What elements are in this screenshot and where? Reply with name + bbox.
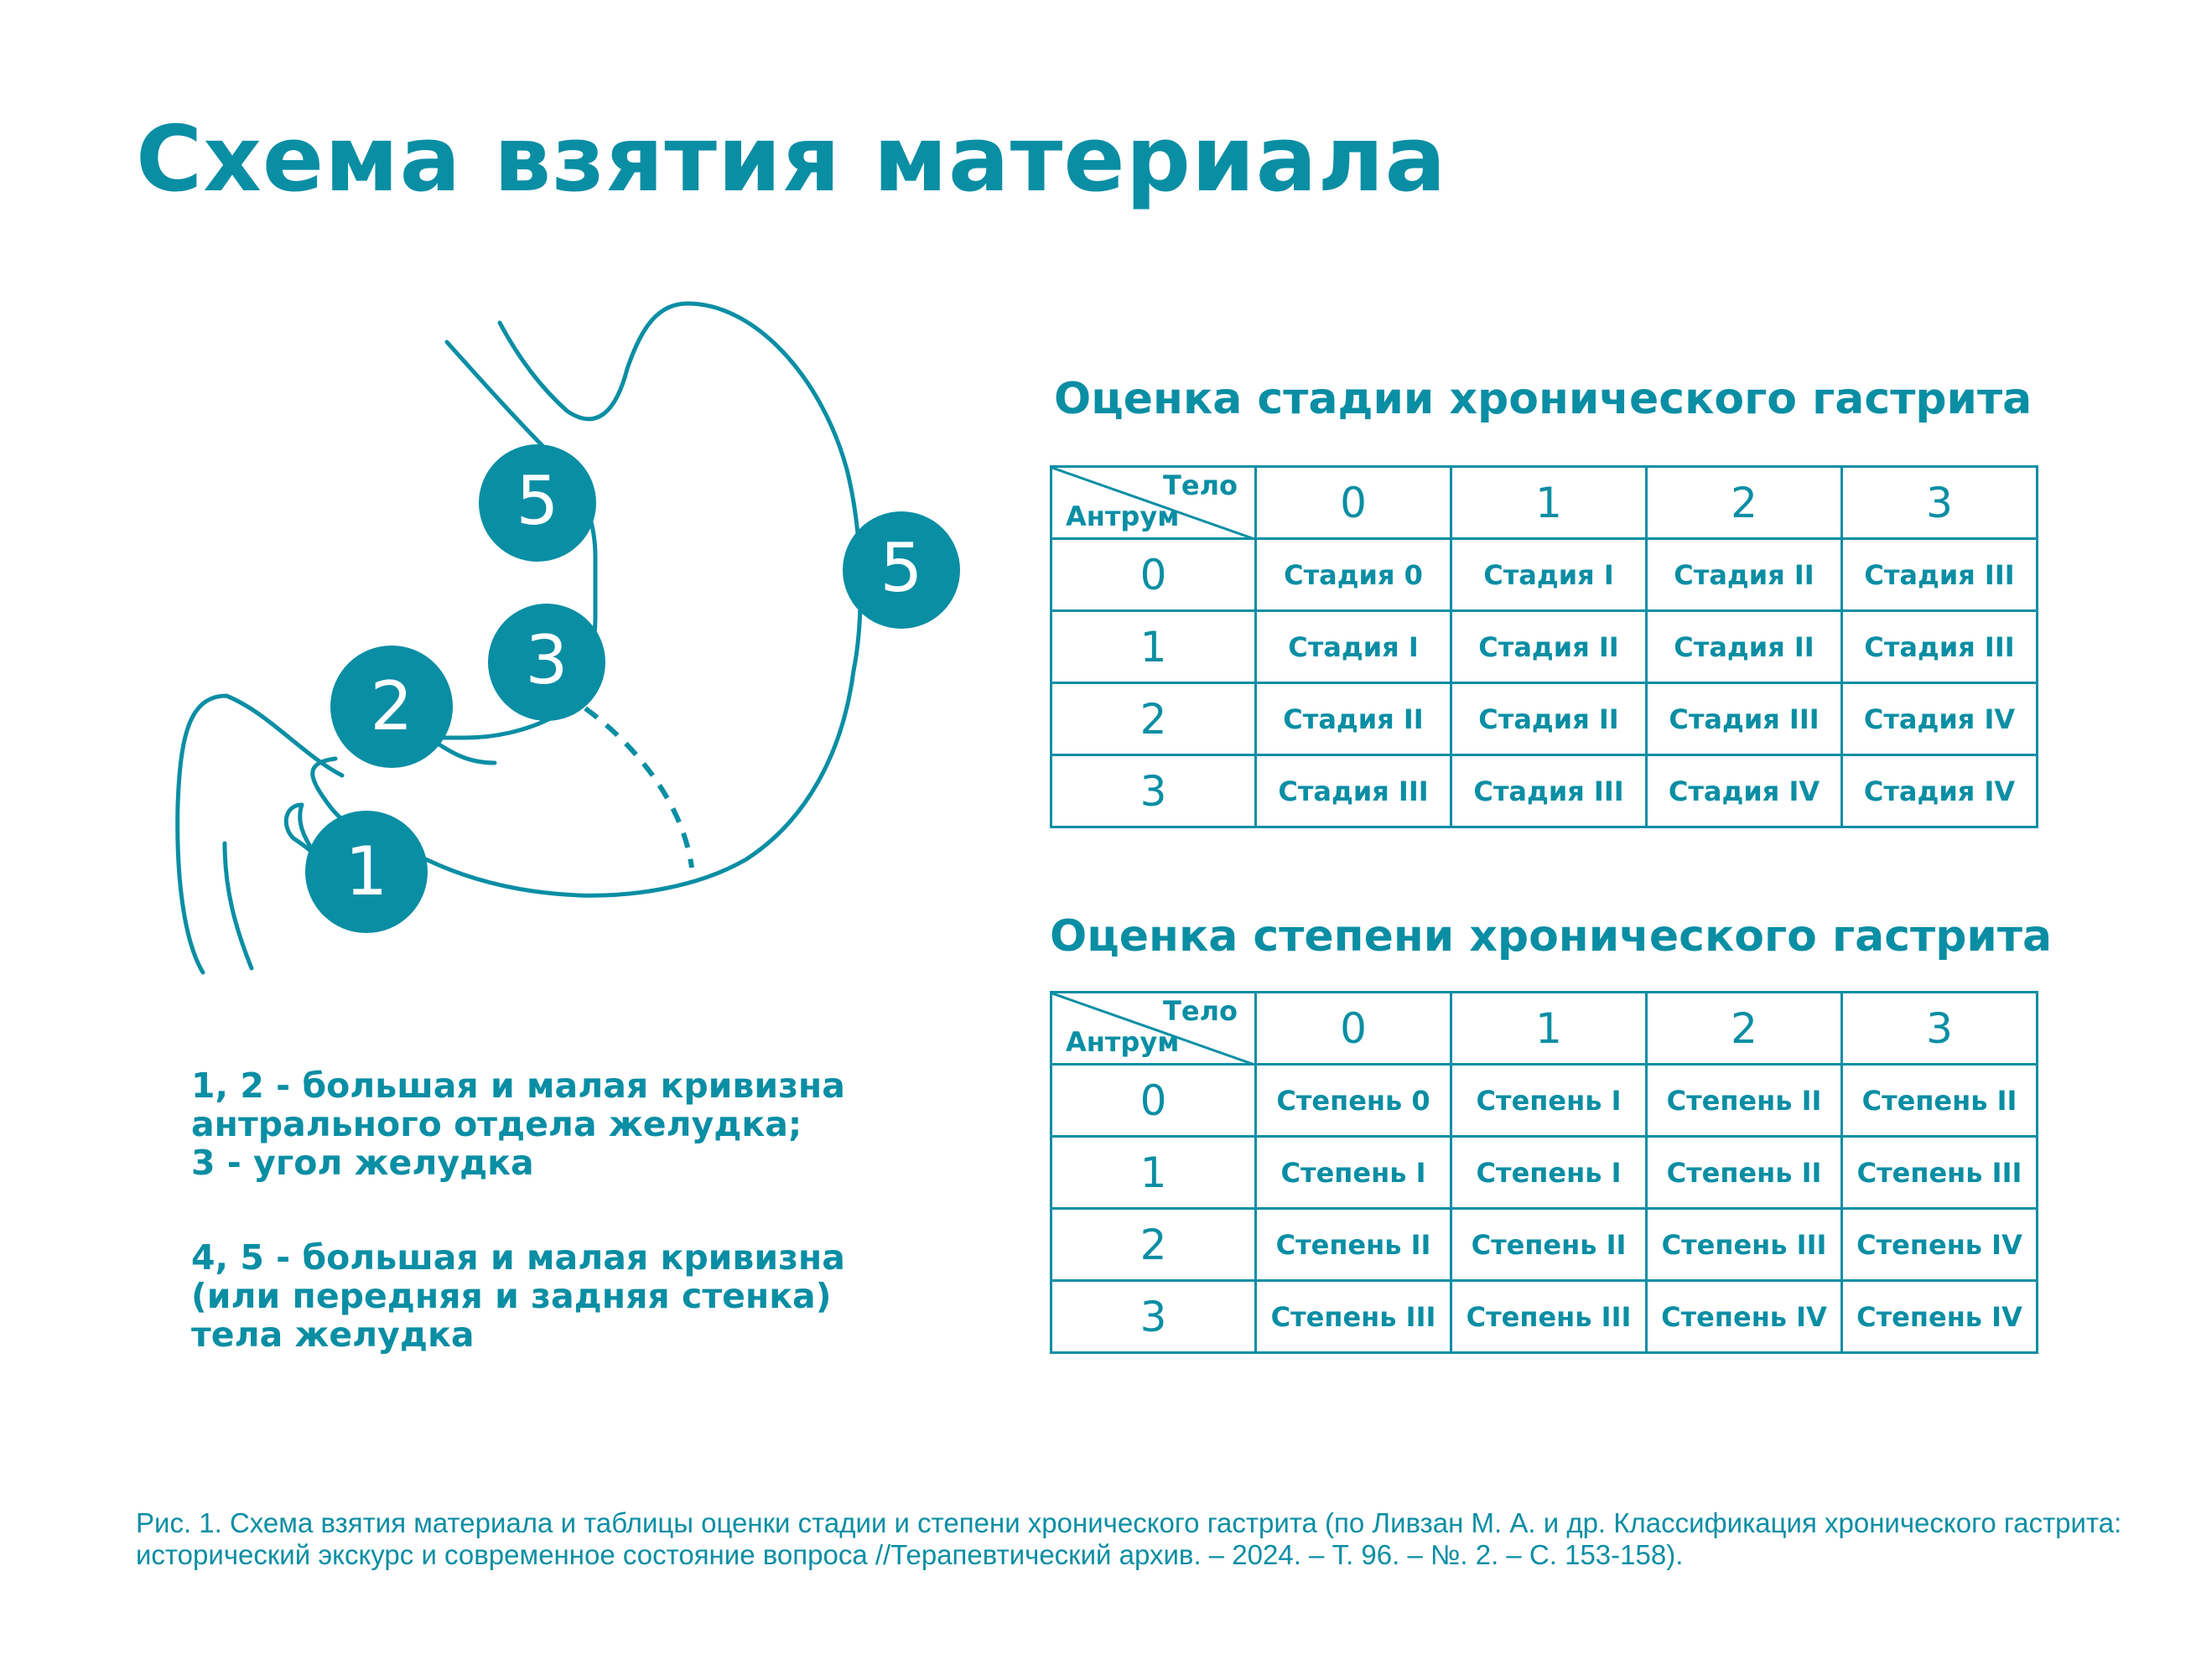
- table-cell: Стадия IV: [1842, 683, 2038, 755]
- legend-group-2: [191, 1238, 845, 1354]
- table-cell: Степень IV: [1842, 1281, 2038, 1353]
- duodenum-bulb: [178, 696, 342, 972]
- table-cell: Степень 0: [1256, 1065, 1451, 1137]
- column-header: 2: [1647, 993, 1842, 1065]
- table-cell: Стадия III: [1647, 683, 1842, 755]
- row-header: 1: [1051, 1137, 1256, 1209]
- column-header: 3: [1842, 467, 2038, 539]
- table-cell: Степень III: [1451, 1281, 1647, 1353]
- table-cell: Стадия II: [1451, 683, 1647, 755]
- corner-bottom-label: Антрум: [1066, 1026, 1180, 1058]
- table-cell: Стадия III: [1842, 611, 2038, 683]
- grade-table-title: Оценка степени хронического гастрита: [1050, 911, 2053, 962]
- column-header: 2: [1647, 467, 1842, 539]
- stage-table-corner: [1051, 467, 1256, 539]
- table-cell: Стадия I: [1256, 611, 1451, 683]
- table-cell: Стадия IV: [1842, 755, 2038, 827]
- marker-4-label: 5: [516, 462, 559, 540]
- row-header: 1: [1051, 611, 1256, 683]
- table-cell: Стадия I: [1451, 539, 1647, 611]
- stage-table-title: Оценка стадии хронического гастрита: [1054, 374, 2032, 424]
- table-cell: Степень I: [1451, 1065, 1647, 1137]
- table-cell: Стадия IV: [1647, 755, 1842, 827]
- legend-line: 3 - угол желудка: [191, 1143, 534, 1183]
- corner-top-label: Тело: [1163, 995, 1238, 1027]
- column-header: 0: [1256, 467, 1451, 539]
- row-header: 0: [1051, 539, 1256, 611]
- marker-1: [305, 811, 428, 933]
- table-cell: Степень II: [1842, 1065, 2038, 1137]
- row-header: 2: [1051, 683, 1256, 755]
- table-cell: Стадия III: [1842, 539, 2038, 611]
- table-cell: Стадия II: [1647, 611, 1842, 683]
- table-cell: Стадия III: [1256, 755, 1451, 827]
- row-header: 2: [1051, 1209, 1256, 1281]
- marker-5-label: 5: [880, 529, 923, 607]
- table-cell: Степень II: [1256, 1209, 1451, 1281]
- table-row: [1051, 1281, 2038, 1353]
- legend-line: (или передняя и задняя стенка): [191, 1276, 832, 1316]
- table-row: [1051, 755, 2038, 827]
- table-cell: Стадия II: [1451, 611, 1647, 683]
- grade-table: [1050, 991, 2038, 1354]
- table-cell: Степень IV: [1842, 1209, 2038, 1281]
- stage-table: [1050, 465, 2038, 828]
- row-header: 0: [1051, 1065, 1256, 1137]
- marker-3: [488, 604, 605, 721]
- column-header: 1: [1451, 993, 1647, 1065]
- caption-line: исторический экскурс и современное состояние вопроса //Терапевтический архив. – 2024. – Т. 96. – №. 2. – С. 153-158).: [136, 1539, 1684, 1570]
- marker-2-label: 2: [370, 667, 413, 745]
- grade-table-corner: [1051, 993, 1256, 1065]
- table-row: [1051, 683, 2038, 755]
- stomach-diagram: [0, 0, 1006, 1006]
- table-cell: Стадия III: [1451, 755, 1647, 827]
- legend-line: тела желудка: [191, 1314, 475, 1355]
- table-cell: Степень II: [1451, 1209, 1647, 1281]
- legend-group-1: [191, 1066, 845, 1182]
- figure-caption: [136, 1507, 2121, 1571]
- angle-dashed-line: [585, 708, 692, 868]
- table-cell: Степень I: [1451, 1137, 1647, 1209]
- row-header: 3: [1051, 755, 1256, 827]
- table-cell: Степень III: [1256, 1281, 1451, 1353]
- legend-line: 1, 2 - большая и малая кривизна: [191, 1066, 845, 1106]
- page-title: Схема взятия материала: [136, 107, 1447, 212]
- table-cell: Степень III: [1842, 1137, 2038, 1209]
- marker-3-label: 3: [525, 621, 568, 699]
- table-cell: Степень II: [1647, 1137, 1842, 1209]
- duodenum-wall: [225, 843, 252, 968]
- table-cell: Степень I: [1256, 1137, 1451, 1209]
- table-cell: Степень IV: [1647, 1281, 1842, 1353]
- column-header: 3: [1842, 993, 2038, 1065]
- table-row: [1051, 611, 2038, 683]
- marker-4: [479, 444, 596, 562]
- table-cell: Стадия II: [1256, 683, 1451, 755]
- corner-bottom-label: Антрум: [1066, 500, 1180, 532]
- legend-line: антрального отдела желудка;: [191, 1104, 802, 1144]
- table-cell: Степень II: [1647, 1065, 1842, 1137]
- caption-line: Рис. 1. Схема взятия материала и таблицы оценки стадии и степени хронического гастрита (по Ливзан М. А. и др. Классификация хронического гастрита:: [136, 1507, 2122, 1538]
- corner-top-label: Тело: [1163, 469, 1238, 501]
- table-row: [1051, 1209, 2038, 1281]
- column-header: 1: [1451, 467, 1647, 539]
- table-row: [1051, 1065, 2038, 1137]
- row-header: 3: [1051, 1281, 1256, 1353]
- column-header: 0: [1256, 993, 1451, 1065]
- marker-5: [843, 511, 960, 629]
- table-cell: Степень III: [1647, 1209, 1842, 1281]
- marker-1-label: 1: [345, 832, 388, 910]
- table-cell: Стадия II: [1647, 539, 1842, 611]
- legend-line: 4, 5 - большая и малая кривизна: [191, 1237, 845, 1278]
- table-cell: Стадия 0: [1256, 539, 1451, 611]
- marker-2: [330, 646, 453, 768]
- table-row: [1051, 539, 2038, 611]
- table-row: [1051, 1137, 2038, 1209]
